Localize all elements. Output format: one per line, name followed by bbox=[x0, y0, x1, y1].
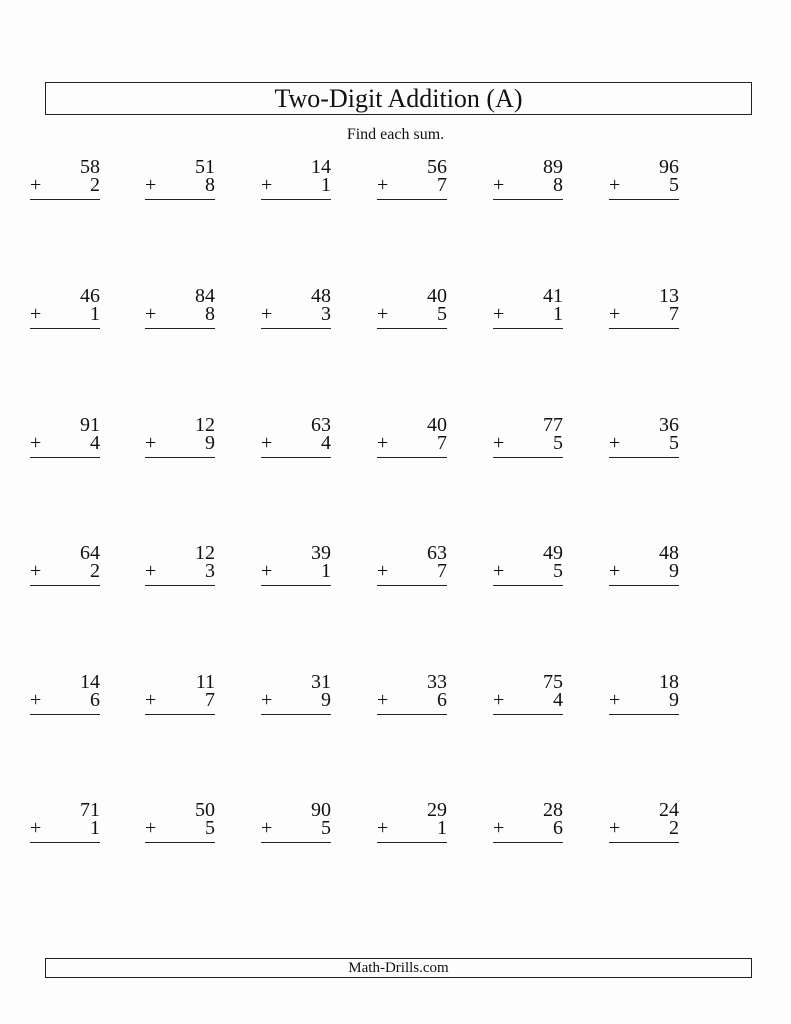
second-addend: 5 bbox=[669, 174, 679, 196]
answer-line bbox=[30, 842, 100, 843]
plus-sign: + bbox=[609, 432, 621, 454]
second-addend: 8 bbox=[205, 174, 215, 196]
addition-problem bbox=[145, 415, 215, 465]
first-addend: 36 bbox=[659, 414, 679, 436]
plus-sign: + bbox=[30, 432, 42, 454]
addition-problem bbox=[493, 672, 563, 722]
first-addend: 77 bbox=[543, 414, 563, 436]
answer-line bbox=[609, 457, 679, 458]
first-addend: 58 bbox=[80, 156, 100, 178]
answer-line bbox=[609, 199, 679, 200]
answer-line bbox=[493, 457, 563, 458]
second-addend: 2 bbox=[90, 560, 100, 582]
second-addend: 5 bbox=[669, 432, 679, 454]
second-addend: 5 bbox=[437, 303, 447, 325]
first-addend: 63 bbox=[311, 414, 331, 436]
second-addend: 4 bbox=[321, 432, 331, 454]
first-addend: 12 bbox=[195, 414, 215, 436]
plus-sign: + bbox=[30, 303, 42, 325]
plus-sign: + bbox=[30, 817, 42, 839]
second-addend: 7 bbox=[205, 689, 215, 711]
second-addend: 7 bbox=[437, 432, 447, 454]
second-addend: 8 bbox=[205, 303, 215, 325]
first-addend: 41 bbox=[543, 285, 563, 307]
second-addend: 6 bbox=[553, 817, 563, 839]
plus-sign: + bbox=[609, 174, 621, 196]
second-addend: 2 bbox=[90, 174, 100, 196]
answer-line bbox=[261, 328, 331, 329]
plus-sign: + bbox=[261, 689, 273, 711]
answer-line bbox=[145, 199, 215, 200]
first-addend: 49 bbox=[543, 542, 563, 564]
first-addend: 63 bbox=[427, 542, 447, 564]
addition-problem bbox=[377, 800, 447, 850]
addition-problem bbox=[377, 157, 447, 207]
plus-sign: + bbox=[377, 689, 389, 711]
addition-problem bbox=[609, 672, 679, 722]
plus-sign: + bbox=[145, 174, 157, 196]
answer-line bbox=[377, 714, 447, 715]
addition-problem bbox=[609, 415, 679, 465]
answer-line bbox=[609, 585, 679, 586]
answer-line bbox=[145, 328, 215, 329]
first-addend: 46 bbox=[80, 285, 100, 307]
second-addend: 7 bbox=[669, 303, 679, 325]
plus-sign: + bbox=[493, 432, 505, 454]
answer-line bbox=[261, 457, 331, 458]
answer-line bbox=[377, 457, 447, 458]
first-addend: 18 bbox=[659, 671, 679, 693]
second-addend: 6 bbox=[90, 689, 100, 711]
addition-problem bbox=[30, 286, 100, 336]
second-addend: 4 bbox=[90, 432, 100, 454]
first-addend: 24 bbox=[659, 799, 679, 821]
answer-line bbox=[493, 328, 563, 329]
answer-line bbox=[261, 585, 331, 586]
answer-line bbox=[493, 842, 563, 843]
second-addend: 9 bbox=[321, 689, 331, 711]
first-addend: 71 bbox=[80, 799, 100, 821]
first-addend: 40 bbox=[427, 414, 447, 436]
second-addend: 6 bbox=[437, 689, 447, 711]
addition-problem bbox=[261, 157, 331, 207]
first-addend: 96 bbox=[659, 156, 679, 178]
plus-sign: + bbox=[493, 303, 505, 325]
first-addend: 89 bbox=[543, 156, 563, 178]
addition-problem bbox=[30, 157, 100, 207]
addition-problem bbox=[30, 800, 100, 850]
addition-problem bbox=[493, 543, 563, 593]
answer-line bbox=[493, 199, 563, 200]
addition-problem bbox=[145, 800, 215, 850]
first-addend: 48 bbox=[311, 285, 331, 307]
plus-sign: + bbox=[493, 174, 505, 196]
addition-problem bbox=[261, 800, 331, 850]
second-addend: 5 bbox=[205, 817, 215, 839]
plus-sign: + bbox=[261, 303, 273, 325]
second-addend: 5 bbox=[553, 432, 563, 454]
addition-problem bbox=[30, 672, 100, 722]
addition-problem bbox=[609, 286, 679, 336]
plus-sign: + bbox=[609, 689, 621, 711]
first-addend: 31 bbox=[311, 671, 331, 693]
answer-line bbox=[145, 457, 215, 458]
first-addend: 40 bbox=[427, 285, 447, 307]
plus-sign: + bbox=[493, 817, 505, 839]
second-addend: 4 bbox=[553, 689, 563, 711]
first-addend: 13 bbox=[659, 285, 679, 307]
plus-sign: + bbox=[377, 432, 389, 454]
first-addend: 11 bbox=[195, 671, 215, 693]
plus-sign: + bbox=[377, 560, 389, 582]
plus-sign: + bbox=[609, 817, 621, 839]
second-addend: 1 bbox=[321, 560, 331, 582]
plus-sign: + bbox=[377, 303, 389, 325]
first-addend: 14 bbox=[311, 156, 331, 178]
second-addend: 8 bbox=[553, 174, 563, 196]
answer-line bbox=[609, 842, 679, 843]
plus-sign: + bbox=[377, 817, 389, 839]
addition-problem bbox=[145, 543, 215, 593]
answer-line bbox=[30, 457, 100, 458]
addition-problem bbox=[145, 157, 215, 207]
plus-sign: + bbox=[145, 560, 157, 582]
first-addend: 51 bbox=[195, 156, 215, 178]
plus-sign: + bbox=[609, 560, 621, 582]
plus-sign: + bbox=[30, 560, 42, 582]
addition-problem bbox=[30, 415, 100, 465]
second-addend: 5 bbox=[553, 560, 563, 582]
answer-line bbox=[377, 585, 447, 586]
plus-sign: + bbox=[261, 174, 273, 196]
worksheet-title: Two-Digit Addition (A) bbox=[45, 82, 752, 115]
addition-problem bbox=[609, 543, 679, 593]
first-addend: 56 bbox=[427, 156, 447, 178]
answer-line bbox=[30, 585, 100, 586]
second-addend: 1 bbox=[90, 817, 100, 839]
instructions: Find each sum. bbox=[346, 126, 445, 143]
answer-line bbox=[493, 585, 563, 586]
addition-problem bbox=[377, 415, 447, 465]
addition-problem bbox=[609, 157, 679, 207]
first-addend: 12 bbox=[195, 542, 215, 564]
plus-sign: + bbox=[261, 817, 273, 839]
plus-sign: + bbox=[145, 303, 157, 325]
second-addend: 7 bbox=[437, 560, 447, 582]
answer-line bbox=[609, 328, 679, 329]
plus-sign: + bbox=[493, 560, 505, 582]
addition-problem bbox=[145, 672, 215, 722]
answer-line bbox=[261, 714, 331, 715]
addition-problem bbox=[493, 157, 563, 207]
first-addend: 14 bbox=[80, 671, 100, 693]
first-addend: 75 bbox=[543, 671, 563, 693]
addition-problem bbox=[493, 800, 563, 850]
second-addend: 9 bbox=[669, 689, 679, 711]
plus-sign: + bbox=[261, 560, 273, 582]
answer-line bbox=[30, 199, 100, 200]
second-addend: 5 bbox=[321, 817, 331, 839]
answer-line bbox=[30, 714, 100, 715]
second-addend: 3 bbox=[321, 303, 331, 325]
addition-problem bbox=[30, 543, 100, 593]
answer-line bbox=[261, 199, 331, 200]
first-addend: 48 bbox=[659, 542, 679, 564]
second-addend: 2 bbox=[669, 817, 679, 839]
first-addend: 39 bbox=[311, 542, 331, 564]
footer-credit: Math-Drills.com bbox=[45, 958, 752, 978]
answer-line bbox=[30, 328, 100, 329]
plus-sign: + bbox=[145, 817, 157, 839]
plus-sign: + bbox=[145, 689, 157, 711]
second-addend: 3 bbox=[205, 560, 215, 582]
addition-problem bbox=[493, 415, 563, 465]
plus-sign: + bbox=[30, 174, 42, 196]
addition-problem bbox=[261, 415, 331, 465]
second-addend: 1 bbox=[321, 174, 331, 196]
answer-line bbox=[609, 714, 679, 715]
addition-problem bbox=[377, 286, 447, 336]
plus-sign: + bbox=[609, 303, 621, 325]
first-addend: 91 bbox=[80, 414, 100, 436]
answer-line bbox=[377, 842, 447, 843]
addition-problem bbox=[377, 543, 447, 593]
plus-sign: + bbox=[493, 689, 505, 711]
answer-line bbox=[145, 585, 215, 586]
second-addend: 1 bbox=[90, 303, 100, 325]
second-addend: 9 bbox=[669, 560, 679, 582]
addition-problem bbox=[377, 672, 447, 722]
answer-line bbox=[261, 842, 331, 843]
addition-problem bbox=[261, 543, 331, 593]
second-addend: 1 bbox=[553, 303, 563, 325]
first-addend: 84 bbox=[195, 285, 215, 307]
first-addend: 64 bbox=[80, 542, 100, 564]
plus-sign: + bbox=[145, 432, 157, 454]
answer-line bbox=[493, 714, 563, 715]
first-addend: 28 bbox=[543, 799, 563, 821]
first-addend: 90 bbox=[311, 799, 331, 821]
addition-problem bbox=[493, 286, 563, 336]
answer-line bbox=[145, 842, 215, 843]
first-addend: 29 bbox=[427, 799, 447, 821]
addition-problem bbox=[145, 286, 215, 336]
answer-line bbox=[377, 328, 447, 329]
first-addend: 50 bbox=[195, 799, 215, 821]
addition-problem bbox=[609, 800, 679, 850]
second-addend: 9 bbox=[205, 432, 215, 454]
first-addend: 33 bbox=[427, 671, 447, 693]
addition-problem bbox=[261, 672, 331, 722]
addition-problem bbox=[261, 286, 331, 336]
answer-line bbox=[377, 199, 447, 200]
second-addend: 1 bbox=[437, 817, 447, 839]
plus-sign: + bbox=[377, 174, 389, 196]
second-addend: 7 bbox=[437, 174, 447, 196]
answer-line bbox=[145, 714, 215, 715]
plus-sign: + bbox=[261, 432, 273, 454]
plus-sign: + bbox=[30, 689, 42, 711]
